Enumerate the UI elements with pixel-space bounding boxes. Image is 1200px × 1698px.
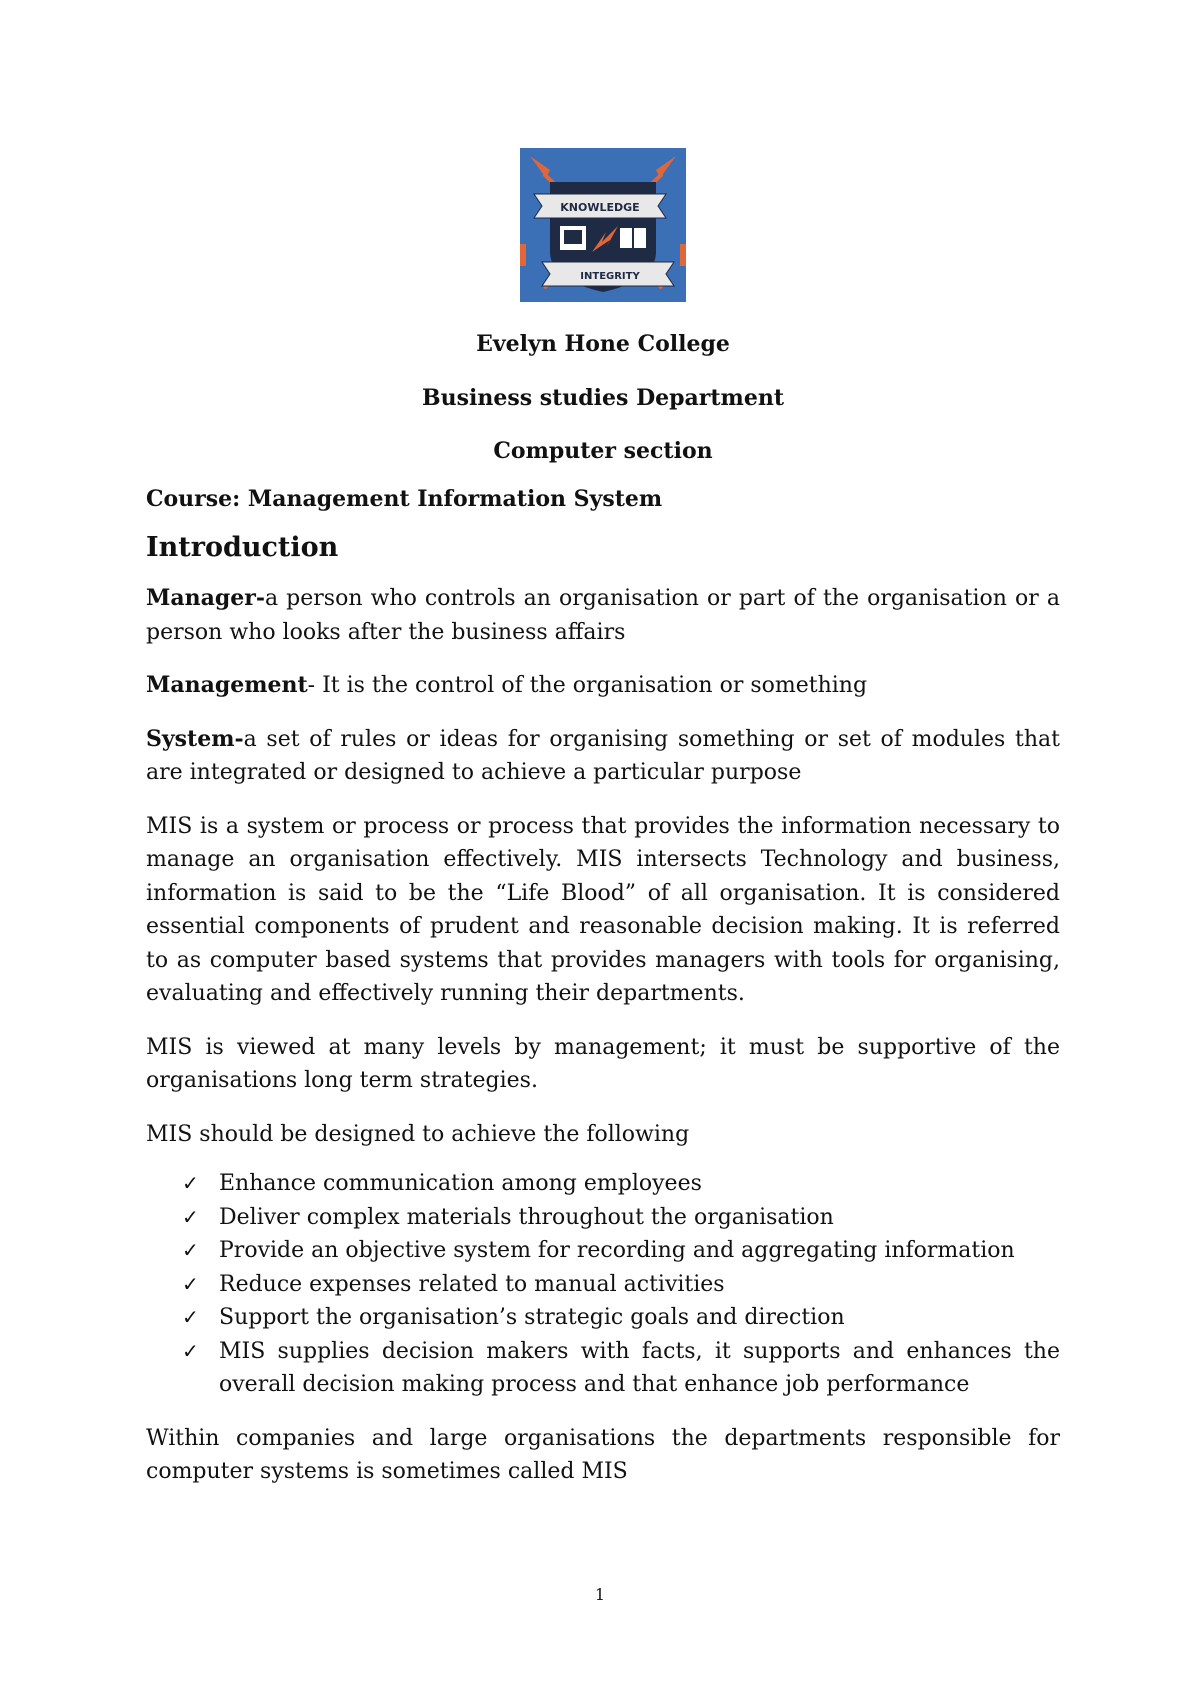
list-item-text: Provide an objective system for recording and aggregating information	[219, 1238, 1015, 1263]
mis-intro-paragraph: MIS is a system or process or process that provides the information necessary to manage an organisation effectively. MIS intersects Technology and business, information is said to be the “Life Blood” of all organisation. It is considered essential components of prudent and reasonable decision making. It is referred to as computer based systems that provides managers with tools for organising, evaluating and effectively running their departments.	[146, 813, 1060, 1006]
checkmark-icon: ✓	[182, 1171, 199, 1195]
page-number: 1	[594, 1585, 606, 1604]
checkmark-icon: ✓	[182, 1305, 199, 1329]
manager-text: a person who controls an organisation or part of the organisation or a person who looks after the business affairs	[146, 586, 1060, 645]
system-definition	[146, 723, 1060, 790]
manager-term: Manager-	[146, 585, 265, 611]
system-term: System-	[146, 725, 244, 752]
list-item	[146, 1167, 1060, 1201]
list-item	[146, 1301, 1060, 1335]
manager-definition	[146, 582, 1060, 649]
document-body	[146, 328, 1060, 1509]
college-name: Evelyn Hone College	[476, 331, 730, 357]
checkmark-icon: ✓	[182, 1271, 199, 1296]
motto-bottom-text: INTEGRITY	[580, 271, 640, 282]
list-item-text: MIS supplies decision makers with facts, it supports and enhances the overall decision making process and that enhance job performance	[219, 1338, 1060, 1397]
list-item	[146, 1268, 1060, 1302]
mis-levels-paragraph: MIS is viewed at many levels by management; it must be supportive of the organisations long term strategies.	[146, 1034, 1060, 1093]
section-name: Computer section	[493, 438, 713, 464]
college-crest-logo	[520, 148, 686, 302]
mis-designed-paragraph: MIS should be designed to achieve the following	[146, 1121, 690, 1147]
motto-top-text: KNOWLEDGE	[560, 201, 640, 214]
department-name: Business studies Department	[422, 384, 784, 411]
checkmark-icon: ✓	[182, 1238, 199, 1262]
management-term: Management	[146, 672, 308, 698]
list-item-text: Deliver complex materials throughout the organisation	[219, 1204, 834, 1230]
list-item-text: Reduce expenses related to manual activities	[219, 1271, 725, 1297]
list-item-text: Support the organisation’s strategic goals and direction	[219, 1305, 845, 1330]
introduction-heading: Introduction	[146, 532, 339, 563]
system-text: a set of rules or ideas for organising something or set of modules that are integrated or designed to achieve a particular purpose	[146, 726, 1060, 785]
mis-goals-checklist	[146, 1167, 1060, 1402]
list-item	[146, 1234, 1060, 1268]
management-text: - It is the control of the organisation or something	[307, 673, 868, 698]
checkmark-icon: ✓	[182, 1338, 199, 1363]
list-item	[146, 1335, 1060, 1402]
management-definition	[146, 669, 1060, 703]
checkmark-icon: ✓	[182, 1204, 199, 1229]
closing-paragraph: Within companies and large organisations the departments responsible for computer systems is sometimes called MIS	[146, 1425, 1060, 1484]
list-item-text: Enhance communication among employees	[219, 1171, 702, 1196]
list-item	[146, 1201, 1060, 1235]
course-title: Course: Management Information System	[146, 485, 663, 512]
